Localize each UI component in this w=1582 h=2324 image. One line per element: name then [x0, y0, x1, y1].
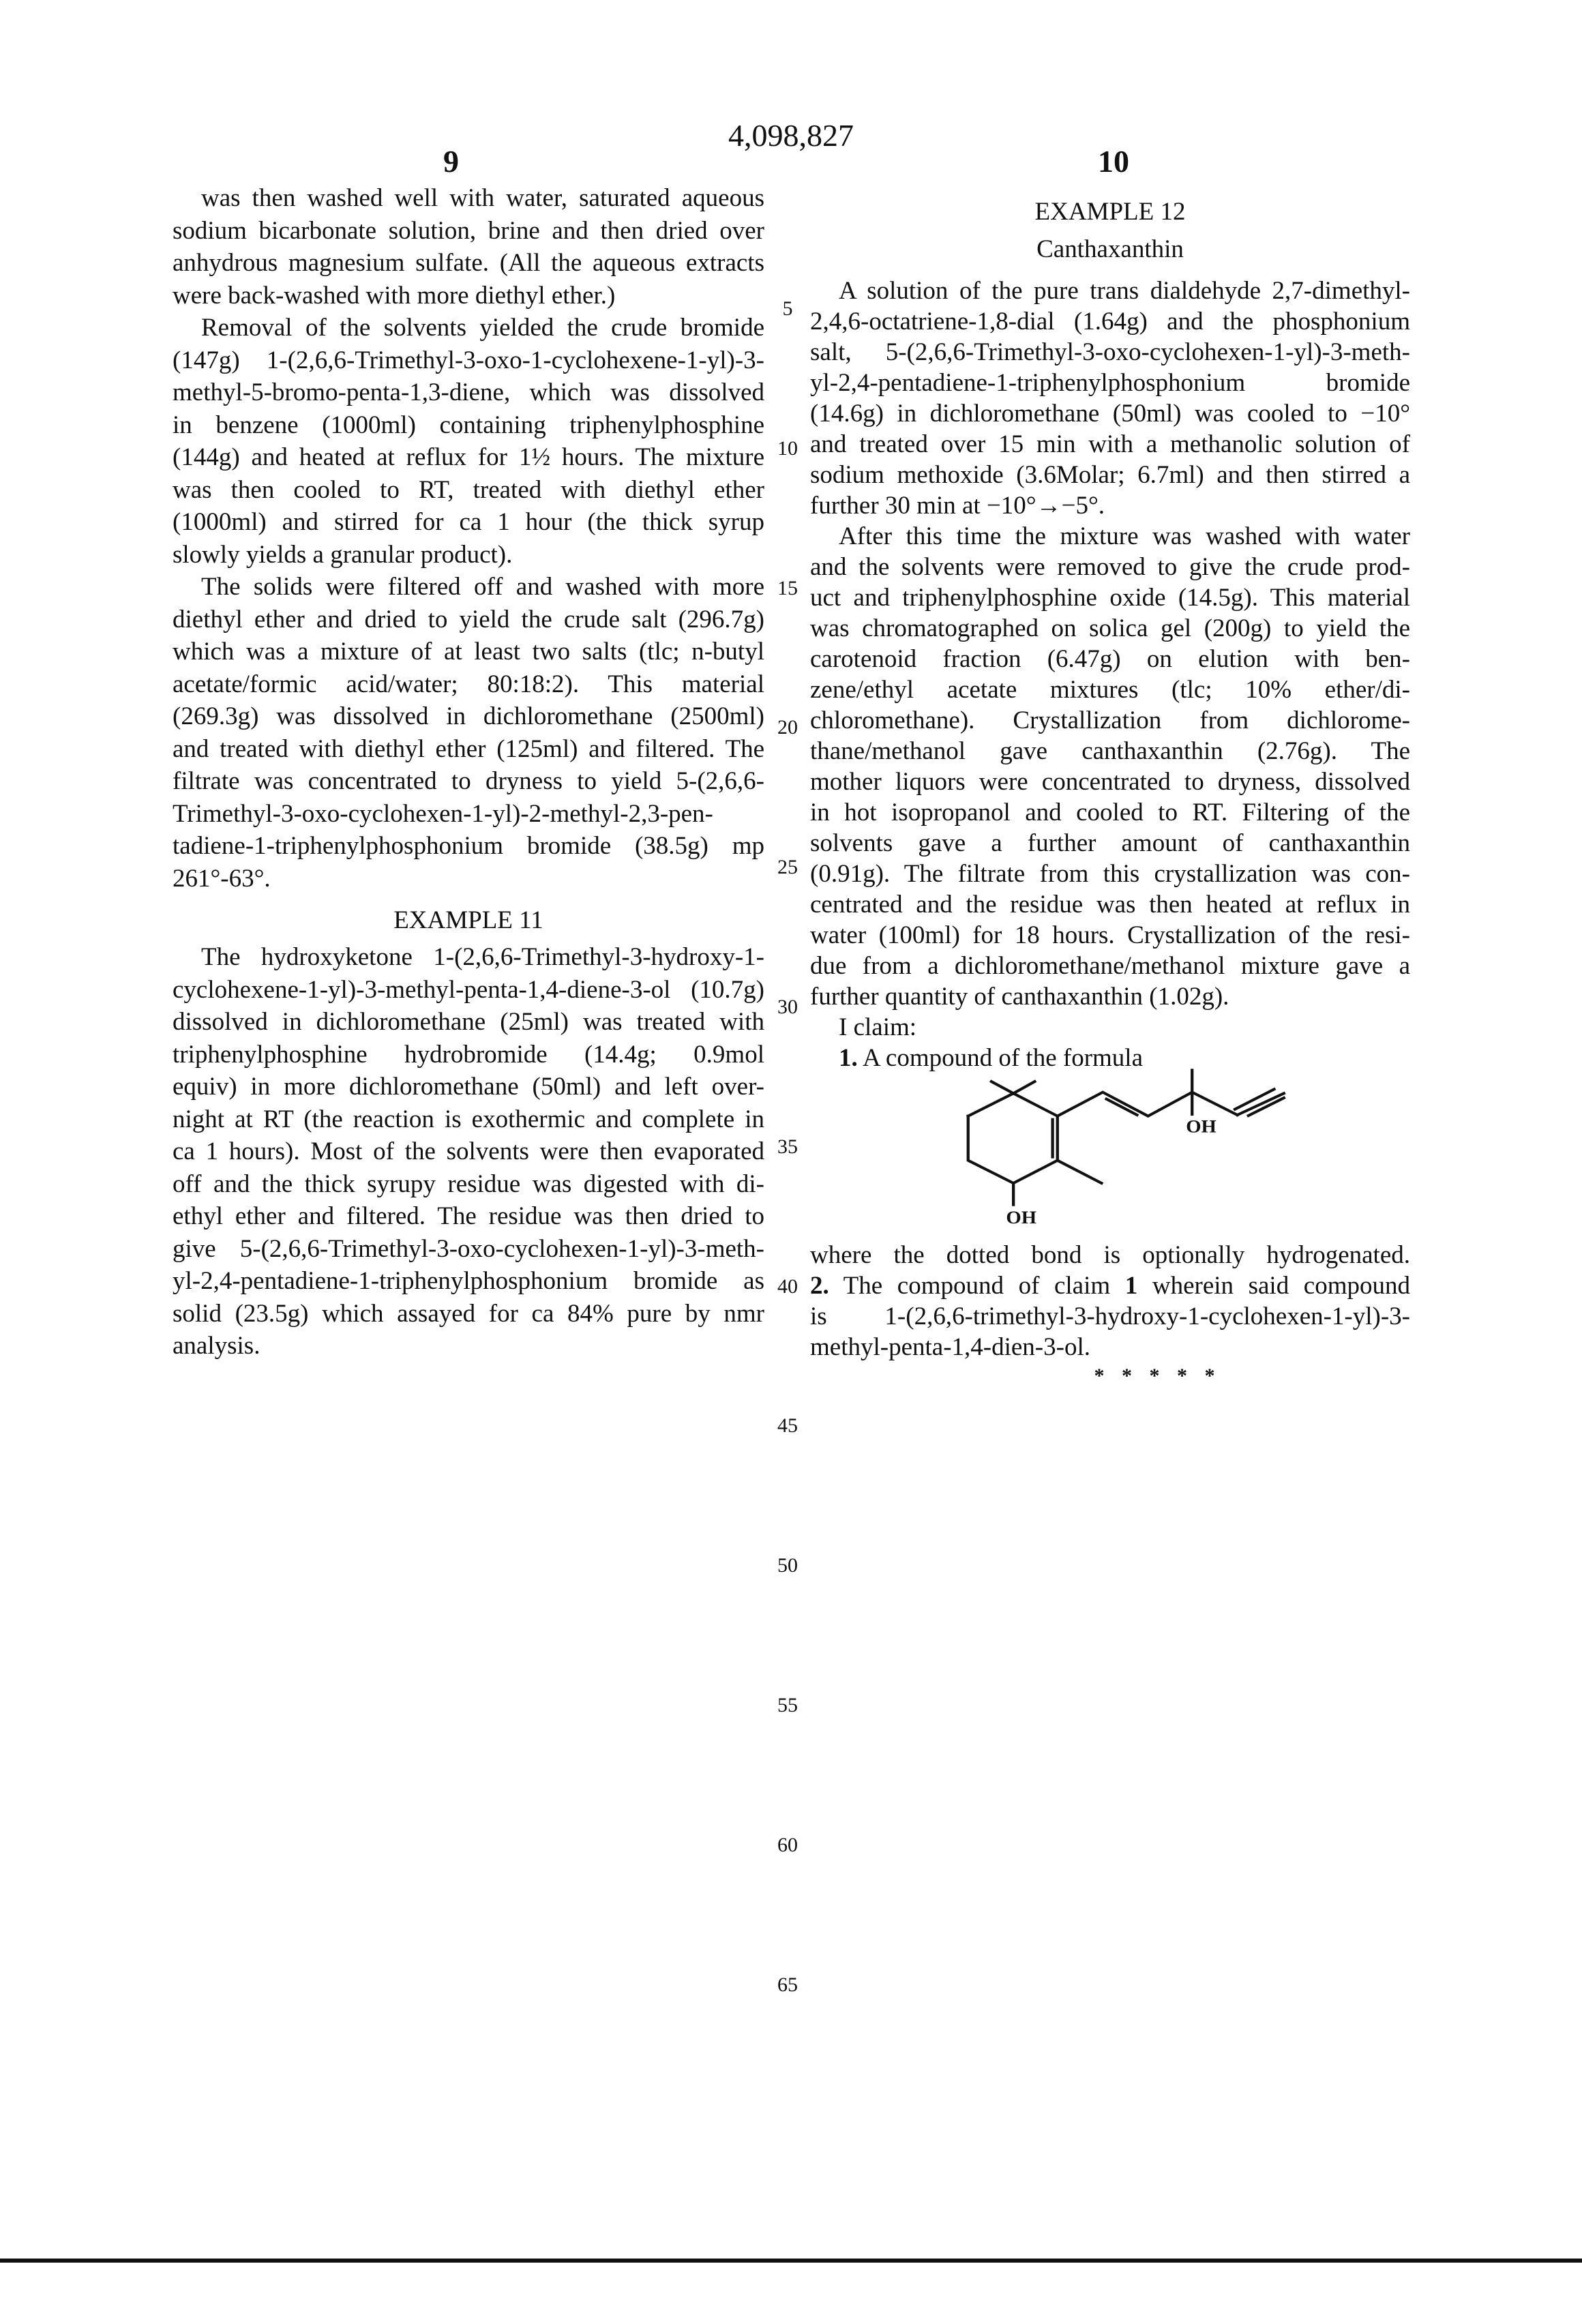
text-line: Removal of the solvents yielded the crude bromide — [173, 312, 764, 344]
line-number: 55 — [767, 1694, 808, 1717]
claim-1-text: A compound of the formula — [863, 1044, 1143, 1072]
line-number: 50 — [767, 1554, 808, 1577]
text-line: was chromatographed on solica gel (200g) to yield the — [810, 613, 1410, 644]
text-line: (269.3g) was dissolved in dichloromethane (2500ml) — [173, 700, 764, 733]
text-line: salt, 5-(2,6,6-Trimethyl-3-oxo-cyclohexen-1-yl)-3-meth- — [810, 337, 1410, 368]
text-line: filtrate was concentrated to dryness to yield 5-(2,6,6- — [173, 765, 764, 798]
text-line: sodium methoxide (3.6Molar; 6.7ml) and then stirred a — [810, 460, 1410, 490]
paragraph — [173, 182, 764, 312]
claim-2-reference: 1 — [1125, 1272, 1138, 1300]
text-line: give 5-(2,6,6-Trimethyl-3-oxo-cyclohexen-1-yl)-3-meth- — [173, 1233, 764, 1266]
paragraph — [810, 521, 1410, 1012]
text-line: (1000ml) and stirred for ca 1 hour (the thick syrup — [173, 506, 764, 539]
hydroxyl-label-ring: OH — [1006, 1207, 1036, 1227]
claim-2-number: 2. — [810, 1272, 829, 1300]
text-line: 261°-63°. — [173, 863, 764, 895]
text-line: and treated over 15 min with a methanolic solution of — [810, 429, 1410, 460]
text-line: and the solvents were removed to give the crude prod- — [810, 552, 1410, 582]
claim-2-text-a: The compound of claim — [844, 1272, 1111, 1300]
claims-intro-text: I claim: — [810, 1012, 1410, 1043]
line-number: 20 — [767, 716, 808, 739]
line-number: 10 — [767, 437, 808, 460]
example-11-heading: EXAMPLE 11 — [173, 900, 764, 941]
paragraph — [173, 941, 764, 1362]
text-line: water (100ml) for 18 hours. Crystallization of the resi- — [810, 920, 1410, 951]
text-line: cyclohexene-1-yl)-3-methyl-penta-1,4-diene-3-ol (10.7g) — [173, 974, 764, 1007]
text-line: in benzene (1000ml) containing triphenylphosphine — [173, 409, 764, 442]
claim-2-text-b: wherein said compound — [1152, 1272, 1410, 1300]
text-line: due from a dichloromethane/methanol mixture gave a — [810, 951, 1410, 981]
structure-bonds — [968, 1070, 1284, 1204]
left-column — [173, 182, 764, 1362]
line-number: 35 — [767, 1135, 808, 1159]
text-line: diethyl ether and dried to yield the crude salt (296.7g) — [173, 604, 764, 636]
text-line: A solution of the pure trans dialdehyde 2,7-dimethyl- — [810, 275, 1410, 306]
column-number-right: 10 — [1098, 143, 1129, 179]
text-line: which was a mixture of at least two salts (tlc; n-butyl — [173, 636, 764, 668]
line-number: 5 — [767, 297, 808, 321]
line-number: 65 — [767, 1973, 808, 1997]
line-number: 30 — [767, 996, 808, 1019]
claim-2-line-2: is 1-(2,6,6-trimethyl-3-hydroxy-1-cyclohexen-1-yl)-3- — [810, 1301, 1410, 1332]
end-marks: * * * * * — [810, 1362, 1410, 1390]
text-line: solid (23.5g) which assayed for ca 84% pure by nmr — [173, 1298, 764, 1330]
text-line: slowly yields a granular product). — [173, 539, 764, 571]
text-line: and treated with diethyl ether (125ml) and filtered. The — [173, 733, 764, 766]
text-line: in hot isopropanol and cooled to RT. Filtering of the — [810, 797, 1410, 828]
hydroxyl-label-chain: OH — [1186, 1116, 1217, 1137]
claims-continued — [810, 1240, 1410, 1390]
text-line: Trimethyl-3-oxo-cyclohexen-1-yl)-2-methyl-2,3-pen- — [173, 798, 764, 831]
text-line: was then cooled to RT, treated with diethyl ether — [173, 474, 764, 507]
text-line: tadiene-1-triphenylphosphonium bromide (38.5g) mp — [173, 830, 764, 863]
text-line: off and the thick syrupy residue was digested with di- — [173, 1168, 764, 1201]
text-line: The hydroxyketone 1-(2,6,6-Trimethyl-3-hydroxy-1- — [173, 941, 764, 974]
text-line: was then washed well with water, saturated aqueous — [173, 182, 764, 215]
right-column — [810, 195, 1410, 1073]
example-12-subtitle: Canthaxanthin — [810, 229, 1410, 270]
formula-note: where the dotted bond is optionally hydrogenated. — [810, 1240, 1410, 1270]
text-line: uct and triphenylphosphine oxide (14.5g). This material — [810, 582, 1410, 613]
line-number: 25 — [767, 856, 808, 879]
text-line: further 30 min at −10°→−5°. — [810, 490, 1410, 521]
text-line: yl-2,4-pentadiene-1-triphenylphosphonium bromide as — [173, 1265, 764, 1298]
text-line: The solids were filtered off and washed with more — [173, 571, 764, 604]
claim-2-line-3: methyl-penta-1,4-dien-3-ol. — [810, 1332, 1410, 1362]
chemical-structure — [907, 1037, 1289, 1234]
text-line: further quantity of canthaxanthin (1.02g). — [810, 981, 1410, 1012]
text-line: triphenylphosphine hydrobromide (14.4g; 0.9mol — [173, 1039, 764, 1071]
text-line: (14.6g) in dichloromethane (50ml) was cooled to −10° — [810, 398, 1410, 429]
text-line: solvents gave a further amount of canthaxanthin — [810, 828, 1410, 859]
text-line: sodium bicarbonate solution, brine and then dried over — [173, 215, 764, 248]
paragraph — [173, 571, 764, 895]
line-number: 45 — [767, 1414, 808, 1437]
text-line: analysis. — [173, 1330, 764, 1362]
text-line: (144g) and heated at reflux for 1½ hours. The mixture — [173, 441, 764, 474]
line-number: 60 — [767, 1834, 808, 1857]
example-12-heading: EXAMPLE 12 — [810, 195, 1410, 229]
text-line: After this time the mixture was washed with water — [810, 521, 1410, 552]
column-number-left: 9 — [443, 143, 459, 179]
paragraph — [810, 275, 1410, 521]
text-line: chloromethane). Crystallization from dichlorome- — [810, 705, 1410, 736]
bottom-rule — [0, 2259, 1582, 2263]
text-line: yl-2,4-pentadiene-1-triphenylphosphonium bromide — [810, 368, 1410, 398]
text-line: mother liquors were concentrated to dryness, dissolved — [810, 766, 1410, 797]
text-line: thane/methanol gave canthaxanthin (2.76g). The — [810, 736, 1410, 766]
claim-2-line-1 — [810, 1270, 1410, 1301]
text-line: acetate/formic acid/water; 80:18:2). This material — [173, 668, 764, 701]
text-line: equiv) in more dichloromethane (50ml) and left over- — [173, 1071, 764, 1103]
text-line: ethyl ether and filtered. The residue was then dried to — [173, 1200, 764, 1233]
text-line: (147g) 1-(2,6,6-Trimethyl-3-oxo-1-cyclohexene-1-yl)-3- — [173, 344, 764, 377]
text-line: dissolved in dichloromethane (25ml) was treated with — [173, 1006, 764, 1039]
text-line: ca 1 hours). Most of the solvents were then evaporated — [173, 1135, 764, 1168]
text-line: anhydrous magnesium sulfate. (All the aqueous extracts — [173, 247, 764, 280]
text-line: zene/ethyl acetate mixtures (tlc; 10% ether/di- — [810, 674, 1410, 705]
text-line: (0.91g). The filtrate from this crystallization was con- — [810, 859, 1410, 889]
text-line: were back-washed with more diethyl ether.) — [173, 280, 764, 312]
text-line: methyl-5-bromo-penta-1,3-diene, which was dissolved — [173, 376, 764, 409]
line-number: 40 — [767, 1275, 808, 1298]
text-line: 2,4,6-octatriene-1,8-dial (1.64g) and the phosphonium — [810, 306, 1410, 337]
paragraph — [173, 312, 764, 571]
text-line: carotenoid fraction (6.47g) on elution with ben- — [810, 644, 1410, 674]
line-number: 15 — [767, 577, 808, 600]
claim-1-number: 1. — [839, 1044, 858, 1072]
text-line: night at RT (the reaction is exothermic and complete in — [173, 1103, 764, 1136]
patent-number: 4,098,827 — [0, 117, 1582, 153]
text-line: centrated and the residue was then heated at reflux in — [810, 889, 1410, 920]
